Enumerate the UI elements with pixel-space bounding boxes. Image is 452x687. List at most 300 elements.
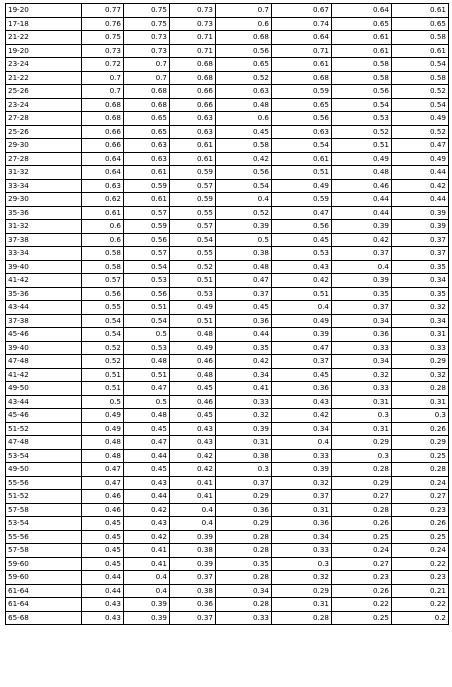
row-label-cell: 21-22 [6, 31, 82, 45]
value-cell: 0.47 [124, 436, 170, 450]
value-cell: 0.42 [216, 152, 272, 166]
value-cell: 0.42 [272, 409, 332, 423]
table-row [6, 328, 449, 342]
value-cell: 0.51 [124, 368, 170, 382]
table-row [6, 247, 449, 261]
table-row [6, 287, 449, 301]
row-label-cell: 57-58 [6, 544, 82, 558]
value-cell: 0.48 [216, 260, 272, 274]
value-cell: 0.28 [216, 598, 272, 612]
row-label-cell: 21-22 [6, 71, 82, 85]
value-cell: 0.3 [392, 409, 449, 423]
value-cell: 0.56 [272, 112, 332, 126]
table-row [6, 449, 449, 463]
value-cell: 0.27 [332, 490, 392, 504]
value-cell: 0.45 [82, 530, 124, 544]
value-cell: 0.46 [332, 179, 392, 193]
value-cell: 0.48 [170, 328, 216, 342]
row-label-cell: 31-32 [6, 220, 82, 234]
value-cell: 0.57 [170, 179, 216, 193]
value-cell: 0.77 [82, 4, 124, 18]
value-cell: 0.42 [124, 503, 170, 517]
row-label-cell: 39-40 [6, 341, 82, 355]
value-cell: 0.5 [124, 328, 170, 342]
row-label-cell: 47-48 [6, 355, 82, 369]
value-cell: 0.53 [170, 287, 216, 301]
value-cell: 0.22 [332, 598, 392, 612]
table-row [6, 193, 449, 207]
value-cell: 0.49 [82, 409, 124, 423]
value-cell: 0.73 [124, 44, 170, 58]
value-cell: 0.59 [272, 85, 332, 99]
value-cell: 0.55 [82, 301, 124, 315]
value-cell: 0.24 [392, 544, 449, 558]
value-cell: 0.67 [272, 4, 332, 18]
value-cell: 0.36 [170, 598, 216, 612]
value-cell: 0.7 [124, 71, 170, 85]
value-cell: 0.51 [332, 139, 392, 153]
value-cell: 0.43 [272, 395, 332, 409]
value-cell: 0.45 [124, 422, 170, 436]
row-label-cell: 61-64 [6, 584, 82, 598]
value-cell: 0.61 [124, 193, 170, 207]
value-cell: 0.49 [392, 152, 449, 166]
row-label-cell: 49-50 [6, 463, 82, 477]
value-cell: 0.75 [82, 31, 124, 45]
value-cell: 0.4 [170, 503, 216, 517]
value-cell: 0.46 [170, 355, 216, 369]
value-cell: 0.25 [392, 530, 449, 544]
value-cell: 0.34 [272, 530, 332, 544]
table-row [6, 544, 449, 558]
value-cell: 0.54 [216, 179, 272, 193]
row-label-cell: 29-30 [6, 139, 82, 153]
value-cell: 0.38 [216, 247, 272, 261]
row-label-cell: 29-30 [6, 193, 82, 207]
value-cell: 0.54 [170, 233, 216, 247]
value-cell: 0.43 [272, 260, 332, 274]
value-cell: 0.44 [332, 206, 392, 220]
value-cell: 0.47 [392, 139, 449, 153]
value-cell: 0.61 [272, 152, 332, 166]
row-label-cell: 61-64 [6, 598, 82, 612]
table-row [6, 530, 449, 544]
value-cell: 0.48 [216, 98, 272, 112]
value-cell: 0.25 [332, 530, 392, 544]
table-row [6, 166, 449, 180]
value-cell: 0.61 [332, 31, 392, 45]
value-cell: 0.68 [272, 71, 332, 85]
row-label-cell: 49-50 [6, 382, 82, 396]
table-row [6, 206, 449, 220]
value-cell: 0.52 [392, 85, 449, 99]
value-cell: 0.25 [392, 449, 449, 463]
value-cell: 0.22 [392, 598, 449, 612]
value-cell: 0.63 [82, 179, 124, 193]
value-cell: 0.29 [332, 436, 392, 450]
value-cell: 0.3 [216, 463, 272, 477]
value-cell: 0.26 [392, 517, 449, 531]
value-cell: 0.64 [272, 31, 332, 45]
value-cell: 0.59 [170, 166, 216, 180]
value-cell: 0.28 [216, 571, 272, 585]
value-cell: 0.75 [124, 17, 170, 31]
value-cell: 0.35 [392, 260, 449, 274]
row-label-cell: 27-28 [6, 112, 82, 126]
value-cell: 0.5 [216, 233, 272, 247]
table-row [6, 436, 449, 450]
value-cell: 0.66 [82, 125, 124, 139]
data-table [5, 3, 449, 625]
value-cell: 0.51 [82, 382, 124, 396]
value-cell: 0.36 [216, 503, 272, 517]
value-cell: 0.33 [332, 382, 392, 396]
value-cell: 0.7 [82, 71, 124, 85]
value-cell: 0.47 [82, 463, 124, 477]
value-cell: 0.68 [124, 85, 170, 99]
value-cell: 0.38 [170, 544, 216, 558]
value-cell: 0.48 [82, 449, 124, 463]
value-cell: 0.68 [170, 58, 216, 72]
value-cell: 0.34 [216, 584, 272, 598]
value-cell: 0.36 [216, 314, 272, 328]
value-cell: 0.37 [272, 355, 332, 369]
value-cell: 0.63 [124, 152, 170, 166]
value-cell: 0.28 [216, 530, 272, 544]
value-cell: 0.43 [82, 598, 124, 612]
table-row [6, 355, 449, 369]
value-cell: 0.22 [392, 557, 449, 571]
value-cell: 0.45 [124, 463, 170, 477]
value-cell: 0.26 [332, 584, 392, 598]
value-cell: 0.59 [170, 193, 216, 207]
row-label-cell: 23-24 [6, 58, 82, 72]
value-cell: 0.61 [170, 152, 216, 166]
value-cell: 0.42 [392, 179, 449, 193]
value-cell: 0.41 [216, 382, 272, 396]
value-cell: 0.49 [392, 112, 449, 126]
value-cell: 0.51 [272, 166, 332, 180]
table-row [6, 85, 449, 99]
row-label-cell: 59-60 [6, 571, 82, 585]
value-cell: 0.5 [82, 395, 124, 409]
value-cell: 0.54 [332, 98, 392, 112]
value-cell: 0.34 [272, 422, 332, 436]
value-cell: 0.39 [392, 206, 449, 220]
table-row [6, 139, 449, 153]
value-cell: 0.33 [216, 395, 272, 409]
row-label-cell: 53-54 [6, 517, 82, 531]
value-cell: 0.43 [170, 436, 216, 450]
value-cell: 0.4 [332, 260, 392, 274]
value-cell: 0.39 [332, 220, 392, 234]
value-cell: 0.51 [272, 287, 332, 301]
value-cell: 0.65 [124, 125, 170, 139]
row-label-cell: 59-60 [6, 557, 82, 571]
row-label-cell: 33-34 [6, 179, 82, 193]
value-cell: 0.29 [392, 355, 449, 369]
value-cell: 0.68 [82, 112, 124, 126]
value-cell: 0.39 [124, 611, 170, 625]
table-row [6, 409, 449, 423]
value-cell: 0.45 [170, 382, 216, 396]
row-label-cell: 27-28 [6, 152, 82, 166]
table-row [6, 517, 449, 531]
value-cell: 0.44 [332, 193, 392, 207]
value-cell: 0.26 [332, 517, 392, 531]
value-cell: 0.44 [216, 328, 272, 342]
value-cell: 0.61 [272, 58, 332, 72]
table-row [6, 611, 449, 625]
value-cell: 0.47 [272, 206, 332, 220]
value-cell: 0.54 [392, 98, 449, 112]
value-cell: 0.39 [332, 274, 392, 288]
value-cell: 0.57 [124, 247, 170, 261]
value-cell: 0.32 [332, 368, 392, 382]
value-cell: 0.33 [332, 341, 392, 355]
value-cell: 0.33 [272, 544, 332, 558]
value-cell: 0.42 [124, 530, 170, 544]
value-cell: 0.21 [392, 584, 449, 598]
value-cell: 0.52 [216, 206, 272, 220]
value-cell: 0.42 [272, 274, 332, 288]
value-cell: 0.63 [216, 85, 272, 99]
value-cell: 0.51 [170, 274, 216, 288]
value-cell: 0.51 [170, 314, 216, 328]
value-cell: 0.5 [124, 395, 170, 409]
value-cell: 0.68 [124, 98, 170, 112]
value-cell: 0.36 [272, 517, 332, 531]
value-cell: 0.44 [82, 584, 124, 598]
value-cell: 0.37 [332, 247, 392, 261]
value-cell: 0.72 [82, 58, 124, 72]
value-cell: 0.29 [216, 517, 272, 531]
value-cell: 0.37 [392, 233, 449, 247]
value-cell: 0.45 [216, 301, 272, 315]
value-cell: 0.31 [216, 436, 272, 450]
table-row [6, 571, 449, 585]
value-cell: 0.63 [124, 139, 170, 153]
value-cell: 0.49 [332, 152, 392, 166]
value-cell: 0.73 [124, 31, 170, 45]
table-row [6, 4, 449, 18]
value-cell: 0.51 [124, 301, 170, 315]
value-cell: 0.27 [392, 490, 449, 504]
table-row [6, 598, 449, 612]
value-cell: 0.28 [332, 503, 392, 517]
value-cell: 0.59 [124, 179, 170, 193]
value-cell: 0.56 [124, 233, 170, 247]
table-row [6, 382, 449, 396]
value-cell: 0.29 [216, 490, 272, 504]
table-row [6, 476, 449, 490]
value-cell: 0.63 [170, 125, 216, 139]
value-cell: 0.56 [216, 166, 272, 180]
value-cell: 0.44 [82, 571, 124, 585]
value-cell: 0.76 [82, 17, 124, 31]
value-cell: 0.49 [82, 422, 124, 436]
table-row [6, 503, 449, 517]
value-cell: 0.58 [332, 58, 392, 72]
value-cell: 0.37 [332, 301, 392, 315]
value-cell: 0.33 [272, 449, 332, 463]
value-cell: 0.52 [82, 355, 124, 369]
table-row [6, 557, 449, 571]
value-cell: 0.58 [392, 71, 449, 85]
value-cell: 0.56 [82, 287, 124, 301]
row-label-cell: 25-26 [6, 85, 82, 99]
value-cell: 0.52 [392, 125, 449, 139]
value-cell: 0.61 [170, 139, 216, 153]
table-row [6, 233, 449, 247]
value-cell: 0.58 [216, 139, 272, 153]
value-cell: 0.56 [216, 44, 272, 58]
value-cell: 0.68 [170, 71, 216, 85]
value-cell: 0.27 [332, 557, 392, 571]
row-label-cell: 47-48 [6, 436, 82, 450]
table-row [6, 584, 449, 598]
value-cell: 0.47 [124, 382, 170, 396]
row-label-cell: 33-34 [6, 247, 82, 261]
value-cell: 0.31 [332, 422, 392, 436]
value-cell: 0.48 [82, 436, 124, 450]
value-cell: 0.56 [124, 287, 170, 301]
table-row [6, 490, 449, 504]
value-cell: 0.66 [170, 85, 216, 99]
value-cell: 0.34 [332, 314, 392, 328]
value-cell: 0.66 [170, 98, 216, 112]
row-label-cell: 19-20 [6, 44, 82, 58]
value-cell: 0.3 [332, 449, 392, 463]
table-row [6, 152, 449, 166]
value-cell: 0.55 [170, 247, 216, 261]
value-cell: 0.23 [392, 503, 449, 517]
table-row [6, 98, 449, 112]
row-label-cell: 45-46 [6, 328, 82, 342]
value-cell: 0.39 [272, 328, 332, 342]
value-cell: 0.44 [392, 166, 449, 180]
value-cell: 0.6 [216, 112, 272, 126]
value-cell: 0.49 [272, 314, 332, 328]
value-cell: 0.4 [124, 571, 170, 585]
value-cell: 0.35 [216, 557, 272, 571]
value-cell: 0.42 [216, 355, 272, 369]
value-cell: 0.66 [82, 139, 124, 153]
value-cell: 0.37 [272, 490, 332, 504]
value-cell: 0.43 [124, 517, 170, 531]
value-cell: 0.35 [332, 287, 392, 301]
row-label-cell: 19-20 [6, 4, 82, 18]
value-cell: 0.52 [216, 71, 272, 85]
value-cell: 0.41 [124, 544, 170, 558]
value-cell: 0.4 [124, 584, 170, 598]
row-label-cell: 45-46 [6, 409, 82, 423]
value-cell: 0.41 [124, 557, 170, 571]
row-label-cell: 17-18 [6, 17, 82, 31]
value-cell: 0.61 [82, 206, 124, 220]
row-label-cell: 43-44 [6, 395, 82, 409]
value-cell: 0.3 [272, 557, 332, 571]
table-row [6, 17, 449, 31]
value-cell: 0.73 [170, 17, 216, 31]
value-cell: 0.61 [392, 4, 449, 18]
table-row [6, 31, 449, 45]
value-cell: 0.41 [170, 490, 216, 504]
value-cell: 0.39 [272, 463, 332, 477]
value-cell: 0.65 [272, 98, 332, 112]
table-row [6, 422, 449, 436]
value-cell: 0.52 [332, 125, 392, 139]
value-cell: 0.7 [124, 58, 170, 72]
value-cell: 0.56 [272, 220, 332, 234]
value-cell: 0.23 [392, 571, 449, 585]
value-cell: 0.62 [82, 193, 124, 207]
row-label-cell: 31-32 [6, 166, 82, 180]
value-cell: 0.31 [392, 328, 449, 342]
value-cell: 0.51 [82, 368, 124, 382]
value-cell: 0.71 [170, 44, 216, 58]
value-cell: 0.36 [332, 328, 392, 342]
value-cell: 0.37 [216, 476, 272, 490]
value-cell: 0.39 [124, 598, 170, 612]
value-cell: 0.54 [124, 314, 170, 328]
value-cell: 0.59 [272, 193, 332, 207]
value-cell: 0.35 [392, 287, 449, 301]
value-cell: 0.55 [170, 206, 216, 220]
value-cell: 0.45 [272, 368, 332, 382]
value-cell: 0.45 [170, 409, 216, 423]
value-cell: 0.38 [170, 584, 216, 598]
table-row [6, 463, 449, 477]
value-cell: 0.36 [272, 382, 332, 396]
value-cell: 0.57 [170, 220, 216, 234]
value-cell: 0.23 [332, 571, 392, 585]
value-cell: 0.29 [332, 476, 392, 490]
row-label-cell: 41-42 [6, 368, 82, 382]
value-cell: 0.65 [332, 17, 392, 31]
value-cell: 0.37 [170, 611, 216, 625]
row-label-cell: 35-36 [6, 287, 82, 301]
value-cell: 0.56 [332, 85, 392, 99]
data-table-container [5, 3, 449, 625]
value-cell: 0.32 [272, 571, 332, 585]
value-cell: 0.68 [82, 98, 124, 112]
row-label-cell: 51-52 [6, 490, 82, 504]
value-cell: 0.26 [392, 422, 449, 436]
value-cell: 0.54 [82, 328, 124, 342]
value-cell: 0.71 [272, 44, 332, 58]
table-row [6, 274, 449, 288]
value-cell: 0.73 [82, 44, 124, 58]
row-label-cell: 65-68 [6, 611, 82, 625]
value-cell: 0.44 [392, 193, 449, 207]
value-cell: 0.68 [216, 31, 272, 45]
table-row [6, 112, 449, 126]
value-cell: 0.4 [170, 517, 216, 531]
value-cell: 0.3 [332, 409, 392, 423]
value-cell: 0.54 [272, 139, 332, 153]
value-cell: 0.75 [124, 4, 170, 18]
value-cell: 0.71 [170, 31, 216, 45]
value-cell: 0.57 [124, 206, 170, 220]
table-row [6, 368, 449, 382]
value-cell: 0.42 [170, 449, 216, 463]
value-cell: 0.6 [82, 233, 124, 247]
value-cell: 0.52 [82, 341, 124, 355]
value-cell: 0.65 [216, 58, 272, 72]
value-cell: 0.46 [82, 503, 124, 517]
value-cell: 0.48 [332, 166, 392, 180]
